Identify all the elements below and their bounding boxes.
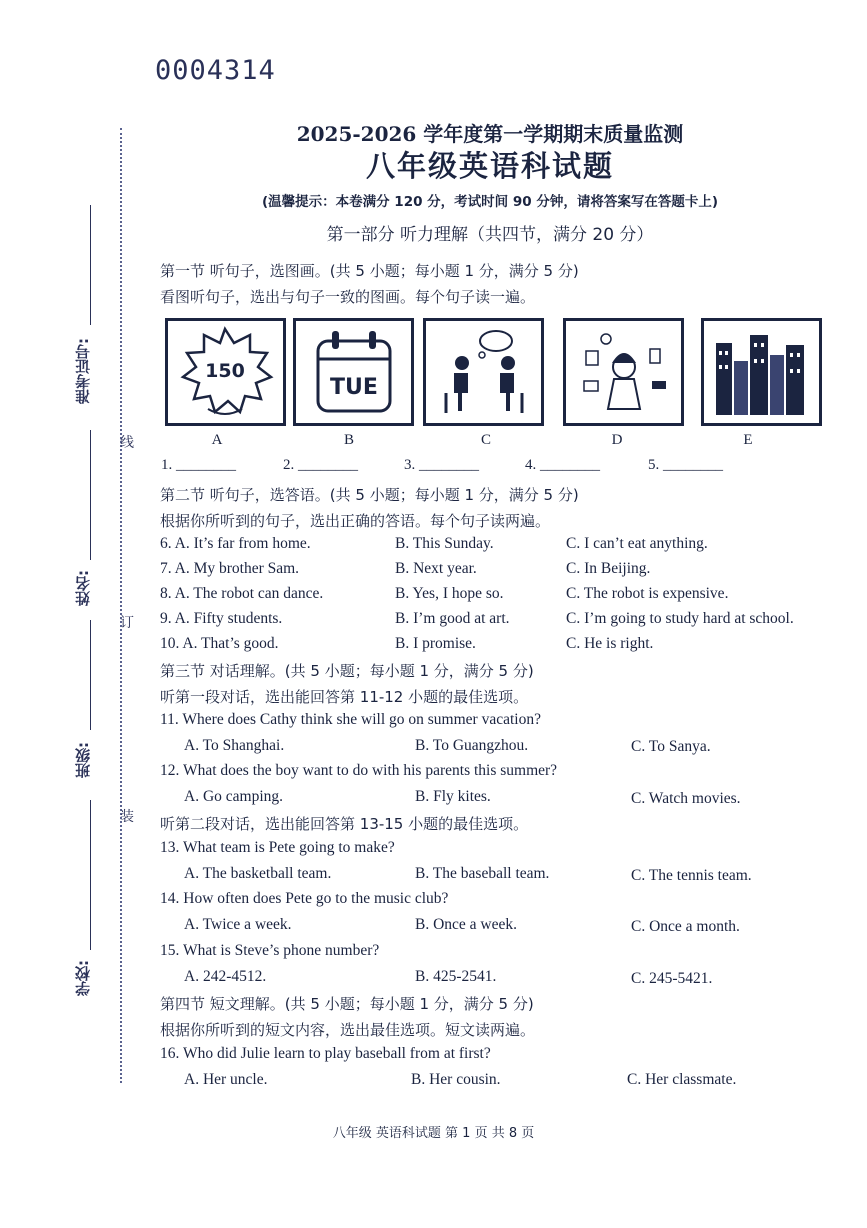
q12-option-a: A. Go camping. [184,788,284,805]
two-people-talking-icon [426,321,541,423]
q6-option-a: 6. A. It’s far from home. [160,535,311,552]
calendar-day-text: TUE [330,375,378,400]
q15-option-c: C. 245-5421. [631,970,713,987]
q13-option-a: A. The basketball team. [184,865,332,882]
exam-id-line [90,205,91,325]
picture-b [293,318,414,426]
q9-option-b: B. I’m good at art. [395,610,510,627]
picture-e [701,318,822,426]
q8-option-b: B. Yes, I hope so. [395,585,504,602]
picture-row [165,318,823,428]
s4-instruction: 根据你所听到的短文内容，选出最佳选项。短文读两遍。 [160,1021,536,1039]
picture-label-d: D [611,432,623,448]
q12-question: 12. What does the boy want to do with his parents this summer? [160,762,558,779]
exam-notice: (温馨提示：本卷满分 120 分，考试时间 90 分钟，请将答案写在答题卡上) [261,194,719,210]
part1-heading: 第一部分 听力理解（共四节，满分 20 分） [326,225,654,245]
q8-option-a: 8. A. The robot can dance. [160,585,324,602]
q11-option-b: B. To Guangzhou. [415,737,529,754]
picture-a-number: 150 [205,360,245,382]
answer-blank-3[interactable]: 3. ________ [404,457,479,473]
exam-id-label: 准考证号: [74,338,92,404]
q13-option-b: B. The baseball team. [415,865,550,882]
s3-title: 第三节 对话理解。(共 5 小题；每小题 1 分，满分 5 分) [160,662,534,680]
badge-150-icon [168,321,283,423]
picture-label-e: E [743,432,753,448]
binding-char-ding: 订 [120,615,134,631]
city-buildings-icon [704,321,819,423]
page-footer: 八年级 英语科试题 第 1 页 共 8 页 [332,1126,535,1141]
picture-label-a: A [211,432,223,448]
q9-option-c: C. I’m going to study hard at school. [566,610,794,627]
q11-option-a: A. To Shanghai. [184,737,285,754]
school-label: 学校: [74,960,92,996]
picture-label-b: B [343,432,354,448]
binding-char-xian: 线 [120,435,134,451]
q15-option-b: B. 425-2541. [415,968,497,985]
q13-option-c: C. The tennis team. [631,867,752,884]
q14-question: 14. How often does Pete go to the music club? [160,890,449,907]
q10-option-c: C. He is right. [566,635,654,652]
s2-title: 第二节 听句子，选答语。(共 5 小题；每小题 1 分，满分 5 分) [160,486,579,504]
name-label: 姓名: [74,570,92,606]
s4-title: 第四节 短文理解。(共 5 小题；每小题 1 分，满分 5 分) [160,995,534,1013]
q7-option-b: B. Next year. [395,560,477,577]
answer-blank-1[interactable]: 1. ________ [161,457,236,473]
school-line [90,800,91,950]
picture-d [563,318,684,426]
q16-option-c: C. Her classmate. [627,1071,737,1088]
q7-option-a: 7. A. My brother Sam. [160,560,300,577]
q14-option-b: B. Once a week. [415,916,517,933]
answer-blank-5[interactable]: 5. ________ [648,457,723,473]
q16-option-a: A. Her uncle. [184,1071,268,1088]
answer-blank-2[interactable]: 2. ________ [283,457,358,473]
q9-option-a: 9. A. Fifty students. [160,610,283,627]
s1-title: 第一节 听句子，选图画。(共 5 小题；每小题 1 分，满分 5 分) [160,262,579,280]
name-line [90,430,91,560]
q12-option-c: C. Watch movies. [631,790,741,807]
q11-question: 11. Where does Cathy think she will go on summer vacation? [160,711,541,728]
picture-a [165,318,286,426]
q10-option-b: B. I promise. [395,635,476,652]
girl-with-items-icon [566,321,681,423]
s3-instruction-2: 听第二段对话，选出能回答第 13-15 小题的最佳选项。 [160,815,529,833]
q11-option-c: C. To Sanya. [631,738,711,755]
picture-label-c: C [480,432,491,448]
q7-option-c: C. In Beijing. [566,560,651,577]
binding-dotted-line [120,128,122,1083]
q13-question: 13. What team is Pete going to make? [160,839,395,856]
q10-option-a: 10. A. That’s good. [160,635,279,652]
q6-option-b: B. This Sunday. [395,535,494,552]
q16-question: 16. Who did Julie learn to play baseball from at first? [160,1045,491,1062]
q14-option-c: C. Once a month. [631,918,740,935]
serial-number: 0004314 [155,55,276,86]
q8-option-c: C. The robot is expensive. [566,585,729,602]
q12-option-b: B. Fly kites. [415,788,491,805]
s1-instruction: 看图听句子，选出与句子一致的图画。每个句子读一遍。 [160,288,536,306]
exam-year-title: 2025-2026 学年度第一学期期末质量监测 [296,122,684,146]
s2-instruction: 根据你所听到的句子，选出正确的答语。每个句子读两遍。 [160,512,551,530]
q15-question: 15. What is Steve’s phone number? [160,942,380,959]
calendar-icon [296,321,411,423]
class-line [90,620,91,730]
exam-main-title: 八年级英语科试题 [365,149,614,183]
q14-option-a: A. Twice a week. [184,916,292,933]
answer-blank-4[interactable]: 4. ________ [525,457,600,473]
binding-char-zhuang: 装 [120,809,134,825]
q6-option-c: C. I can’t eat anything. [566,535,708,552]
q16-option-b: B. Her cousin. [411,1071,501,1088]
s3-instruction-1: 听第一段对话，选出能回答第 11-12 小题的最佳选项。 [160,688,529,706]
class-label: 班级: [74,742,92,778]
q15-option-a: A. 242-4512. [184,968,267,985]
picture-c [423,318,544,426]
